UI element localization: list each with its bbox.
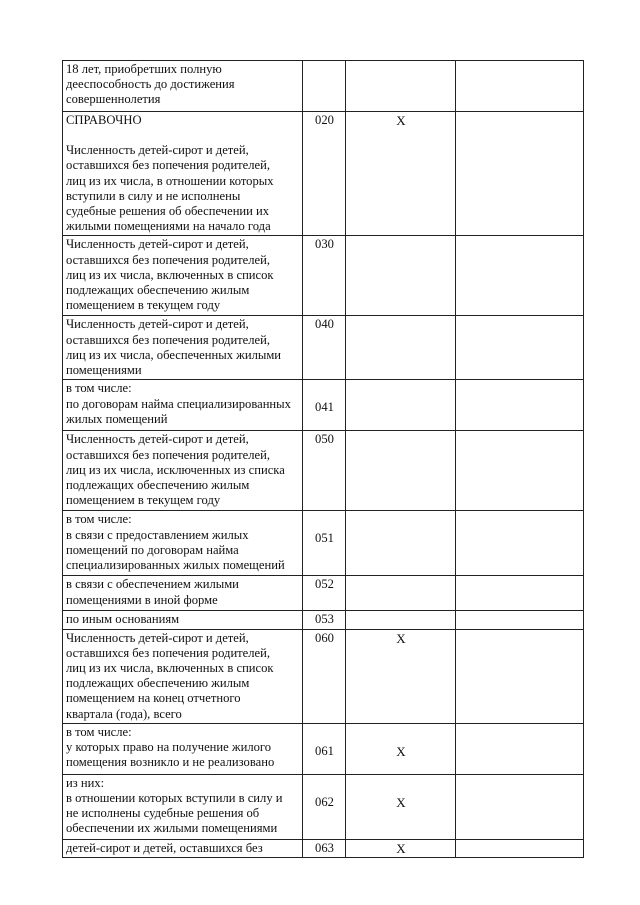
empty-value-cell <box>456 611 584 629</box>
indicator-text-line: у которых право на получение жилого <box>66 740 272 755</box>
indicator-text-line: помещения возникло и не реализовано <box>66 755 275 770</box>
line-code-cell: 050 <box>303 431 346 511</box>
value-cell: X <box>346 774 456 839</box>
line-code-cell: 053 <box>303 611 346 629</box>
table-row <box>63 112 584 236</box>
indicator-text-line: оставшихся без попечения родителей, <box>66 447 271 462</box>
indicator-text-line: Численность детей-сирот и детей, <box>66 317 249 332</box>
indicator-text-line: помещением в текущем году <box>66 298 221 313</box>
empty-value-cell <box>456 380 584 431</box>
value-cell <box>346 236 456 316</box>
indicator-text-line: в связи с обеспечением жилыми <box>66 577 239 592</box>
value-cell: X <box>346 839 456 857</box>
line-code-cell: 060 <box>303 629 346 723</box>
empty-value-cell <box>456 511 584 576</box>
value-cell: X <box>346 629 456 723</box>
table-row <box>63 236 584 316</box>
row-heading: СПРАВОЧНО <box>66 113 142 127</box>
indicator-text-line: обеспечении их жилыми помещениями <box>66 821 278 836</box>
indicator-text-line: дееспособность до достижения <box>66 77 235 92</box>
table-row <box>63 723 584 774</box>
line-code-cell: 052 <box>303 576 346 611</box>
indicator-text-line: вступили в силу и не исполнены <box>66 188 241 203</box>
value-cell <box>346 576 456 611</box>
indicator-text-line: лиц из их числа, включенных в список <box>66 661 274 676</box>
table-row <box>63 380 584 431</box>
line-code-cell: 030 <box>303 236 346 316</box>
indicator-name-cell <box>63 431 303 511</box>
table-body <box>63 61 584 858</box>
indicator-text-line: судебные решения об обеспечении их <box>66 204 270 219</box>
value-cell: X <box>346 723 456 774</box>
row-heading: из них: <box>66 775 105 790</box>
row-heading: в том числе: <box>66 724 132 739</box>
indicator-text-line: квартала (года), всего <box>66 706 182 721</box>
line-code-cell: 051 <box>303 511 346 576</box>
indicator-name-cell <box>63 511 303 576</box>
indicator-text-line: совершеннолетия <box>66 92 161 107</box>
indicator-name-cell <box>63 316 303 380</box>
value-cell <box>346 511 456 576</box>
empty-value-cell <box>456 236 584 316</box>
indicator-text-line: жилыми помещениями на начало года <box>66 219 271 234</box>
indicator-text-line: лиц из их числа, исключенных из списка <box>66 462 285 477</box>
indicator-text-line: подлежащих обеспечению жилым <box>66 283 250 298</box>
value-cell <box>346 611 456 629</box>
indicator-text-line: специализированных жилых помещений <box>66 558 285 573</box>
indicator-text-line: по иным основаниям <box>66 612 180 627</box>
line-code-cell <box>303 61 346 112</box>
table-row <box>63 839 584 857</box>
indicator-text-line: лиц из их числа, включенных в список <box>66 267 274 282</box>
indicator-name-cell <box>63 774 303 839</box>
empty-value-cell <box>456 723 584 774</box>
value-cell: X <box>346 112 456 236</box>
indicator-text-line: в отношении которых вступили в силу и <box>66 791 283 806</box>
table-row <box>63 611 584 629</box>
indicator-text-line: оставшихся без попечения родителей, <box>66 645 271 660</box>
value-cell <box>346 316 456 380</box>
indicator-text-line: жилых помещений <box>66 411 168 426</box>
indicator-text-line: по договорам найма специализированных <box>66 396 291 411</box>
indicator-text-line: Численность детей-сирот и детей, <box>66 237 249 252</box>
indicator-name-cell <box>63 380 303 431</box>
indicator-text-line: помещений по договорам найма <box>66 542 239 557</box>
table-row <box>63 431 584 511</box>
indicator-text-line: оставшихся без попечения родителей, <box>66 252 271 267</box>
value-cell <box>346 61 456 112</box>
indicator-text-line: оставшихся без попечения родителей, <box>66 158 271 173</box>
line-code-cell: 063 <box>303 839 346 857</box>
empty-value-cell <box>456 61 584 112</box>
indicator-name-cell <box>63 61 303 112</box>
table-row <box>63 511 584 576</box>
line-code-cell: 041 <box>303 380 346 431</box>
row-heading: в том числе: <box>66 381 132 396</box>
indicator-text-line: помещением на конец отчетного <box>66 691 241 706</box>
indicator-text-line: не исполнены судебные решения об <box>66 806 260 821</box>
indicator-name-cell <box>63 576 303 611</box>
line-code-cell: 062 <box>303 774 346 839</box>
empty-value-cell <box>456 112 584 236</box>
indicator-name-cell <box>63 611 303 629</box>
empty-value-cell <box>456 316 584 380</box>
empty-value-cell <box>456 839 584 857</box>
value-cell <box>346 431 456 511</box>
indicator-text-line: помещениями <box>66 363 142 378</box>
indicator-text-line: детей-сирот и детей, оставшихся без <box>66 840 263 855</box>
indicator-name-cell <box>63 236 303 316</box>
line-code-cell: 061 <box>303 723 346 774</box>
indicator-text-line: подлежащих обеспечению жилым <box>66 478 250 493</box>
empty-value-cell <box>456 431 584 511</box>
indicator-text-line: Численность детей-сирот и детей, <box>66 143 249 158</box>
indicator-name-cell <box>63 839 303 857</box>
indicator-name-cell <box>63 723 303 774</box>
indicator-text-line: Численность детей-сирот и детей, <box>66 630 249 645</box>
table-row <box>63 576 584 611</box>
line-code-cell: 020 <box>303 112 346 236</box>
line-code-cell: 040 <box>303 316 346 380</box>
indicator-text-line: подлежащих обеспечению жилым <box>66 676 250 691</box>
indicator-text-line: лиц из их числа, обеспеченных жилыми <box>66 347 282 362</box>
empty-value-cell <box>456 576 584 611</box>
indicator-text-line: оставшихся без попечения родителей, <box>66 332 271 347</box>
value-cell <box>346 380 456 431</box>
empty-value-cell <box>456 774 584 839</box>
indicator-text-line: лиц из их числа, в отношении которых <box>66 173 274 188</box>
indicator-name-cell <box>63 112 303 236</box>
empty-value-cell <box>456 629 584 723</box>
row-heading: в том числе: <box>66 512 132 527</box>
indicator-text-line: помещением в текущем году <box>66 493 221 508</box>
indicator-text-line: Численность детей-сирот и детей, <box>66 432 249 447</box>
indicator-name-cell <box>63 629 303 723</box>
table-row <box>63 629 584 723</box>
indicator-text-line: 18 лет, приобретших полную <box>66 62 222 76</box>
indicator-text-line: в связи с предоставлением жилых <box>66 527 249 542</box>
report-form-table <box>62 60 584 858</box>
table-row <box>63 316 584 380</box>
table-row <box>63 61 584 112</box>
table-row <box>63 774 584 839</box>
indicator-text-line: помещениями в иной форме <box>66 592 218 607</box>
